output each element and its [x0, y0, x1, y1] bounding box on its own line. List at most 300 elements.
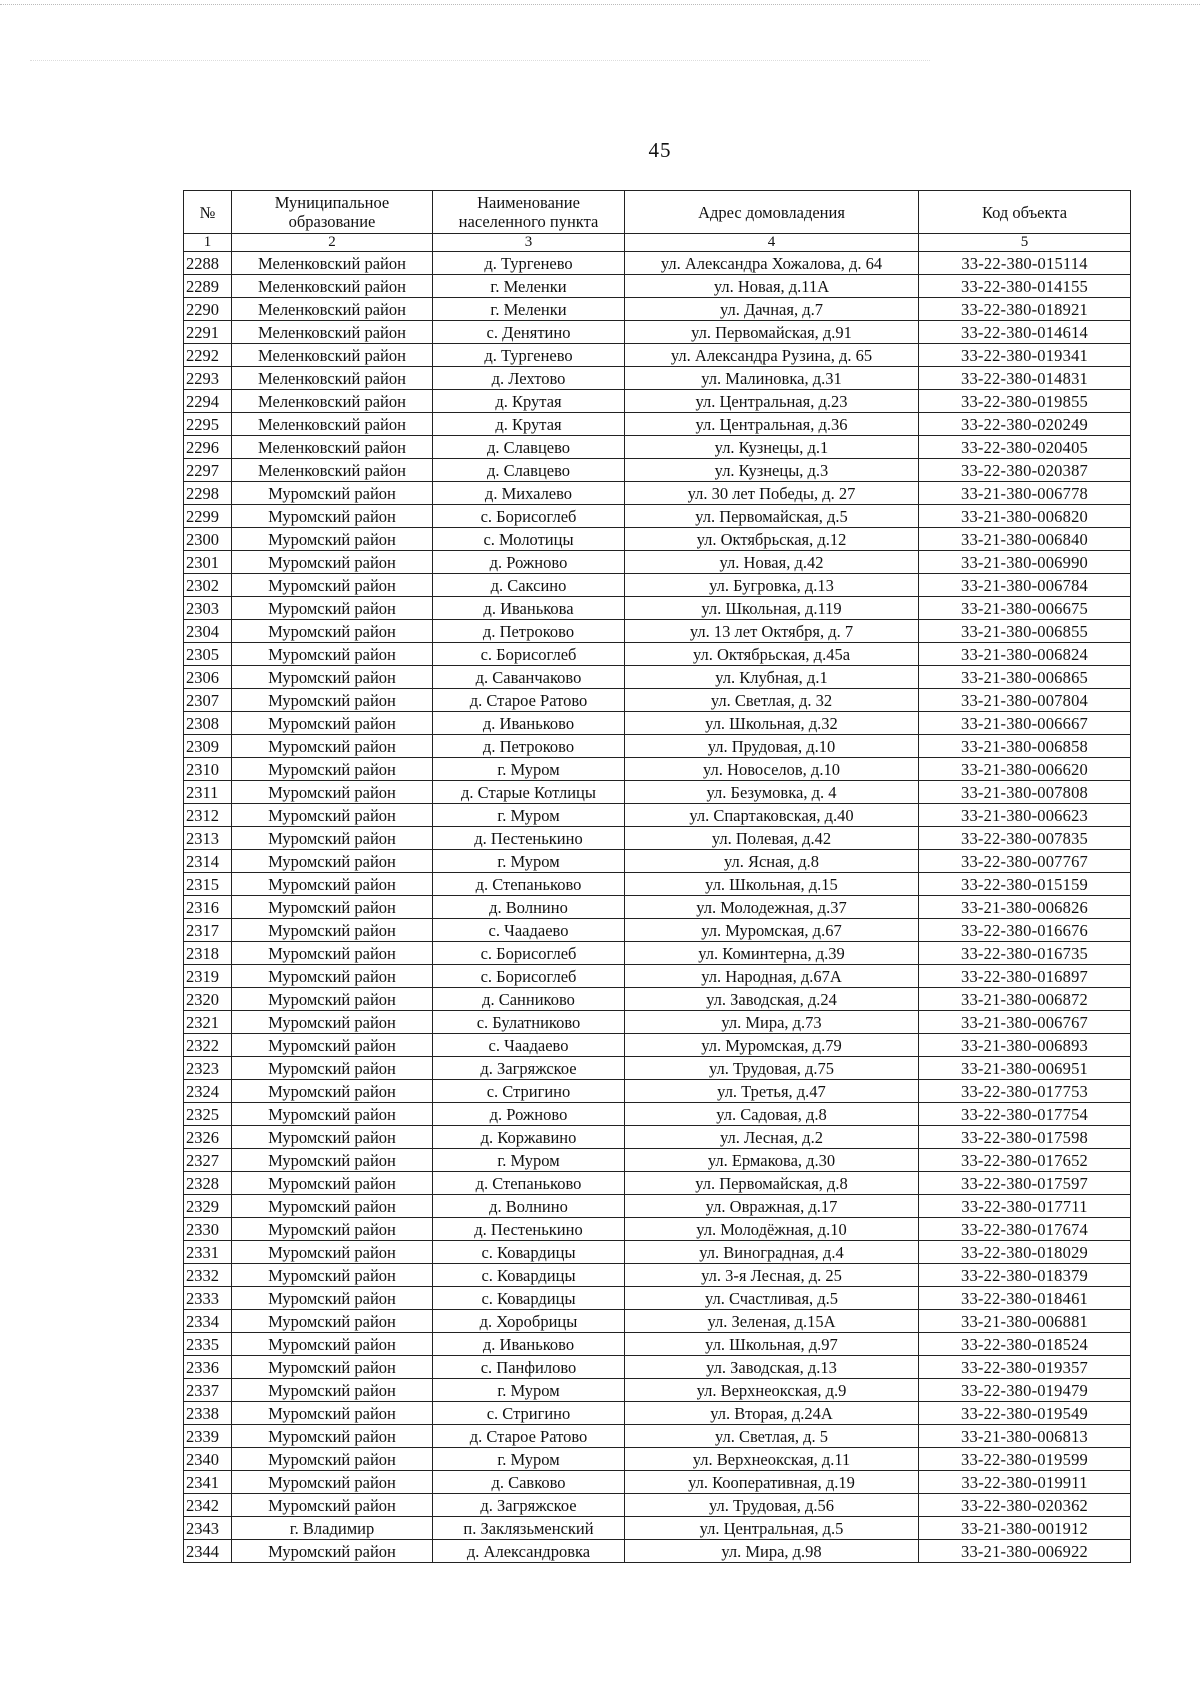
settlement-cell: д. Степаньково [433, 1172, 625, 1195]
object-code-cell: 33-22-380-017598 [919, 1126, 1131, 1149]
row-number-cell: 2317 [184, 919, 232, 942]
municipality-cell: Меленковский район [232, 459, 433, 482]
table-row [184, 850, 1131, 873]
row-number-cell: 2324 [184, 1080, 232, 1103]
address-cell: ул. Трудовая, д.56 [625, 1494, 919, 1517]
settlement-cell: г. Муром [433, 1149, 625, 1172]
table-row [184, 1494, 1131, 1517]
row-number-cell: 2316 [184, 896, 232, 919]
municipality-cell: Муромский район [232, 1264, 433, 1287]
address-cell: ул. 30 лет Победы, д. 27 [625, 482, 919, 505]
address-cell: ул. Зеленая, д.15А [625, 1310, 919, 1333]
municipality-cell: Муромский район [232, 643, 433, 666]
municipality-cell: Муромский район [232, 1471, 433, 1494]
address-cell: ул. Безумовка, д. 4 [625, 781, 919, 804]
table-row [184, 1126, 1131, 1149]
address-cell: ул. Муромская, д.67 [625, 919, 919, 942]
row-number-cell: 2293 [184, 367, 232, 390]
municipality-cell: Меленковский район [232, 413, 433, 436]
address-cell: ул. Светлая, д. 32 [625, 689, 919, 712]
column-number: 5 [919, 234, 1131, 252]
object-code-cell: 33-22-380-020405 [919, 436, 1131, 459]
municipality-cell: Муромский район [232, 781, 433, 804]
row-number-cell: 2290 [184, 298, 232, 321]
table-row [184, 436, 1131, 459]
address-cell: ул. Бугровка, д.13 [625, 574, 919, 597]
municipality-cell: Муромский район [232, 1126, 433, 1149]
municipality-cell: Муромский район [232, 1333, 433, 1356]
table-row [184, 873, 1131, 896]
municipality-cell: Муромский район [232, 1218, 433, 1241]
object-code-cell: 33-21-380-006872 [919, 988, 1131, 1011]
object-code-cell: 33-22-380-020249 [919, 413, 1131, 436]
address-cell: ул. Новоселов, д.10 [625, 758, 919, 781]
object-code-cell: 33-21-380-006675 [919, 597, 1131, 620]
municipality-cell: Муромский район [232, 1080, 433, 1103]
address-cell: ул. Кузнецы, д.3 [625, 459, 919, 482]
settlement-cell: д. Саванчаково [433, 666, 625, 689]
address-cell: ул. Светлая, д. 5 [625, 1425, 919, 1448]
row-number-cell: 2296 [184, 436, 232, 459]
settlement-cell: д. Савково [433, 1471, 625, 1494]
settlement-cell: д. Иваньково [433, 1333, 625, 1356]
row-number-cell: 2297 [184, 459, 232, 482]
municipality-cell: Муромский район [232, 1241, 433, 1264]
table-row [184, 459, 1131, 482]
municipality-cell: Муромский район [232, 1540, 433, 1563]
row-number-cell: 2335 [184, 1333, 232, 1356]
object-code-cell: 33-22-380-018921 [919, 298, 1131, 321]
table-row [184, 482, 1131, 505]
object-code-cell: 33-21-380-006623 [919, 804, 1131, 827]
settlement-cell: д. Коржавино [433, 1126, 625, 1149]
municipality-cell: Меленковский район [232, 252, 433, 275]
object-code-cell: 33-21-380-006667 [919, 712, 1131, 735]
settlement-cell: с. Булатниково [433, 1011, 625, 1034]
settlement-cell: д. Тургенево [433, 344, 625, 367]
address-cell: ул. Заводская, д.24 [625, 988, 919, 1011]
row-number-cell: 2332 [184, 1264, 232, 1287]
table-row [184, 1379, 1131, 1402]
municipality-cell: Муромский район [232, 666, 433, 689]
address-cell: ул. Школьная, д.119 [625, 597, 919, 620]
row-number-cell: 2308 [184, 712, 232, 735]
municipality-cell: Муромский район [232, 1034, 433, 1057]
address-cell: ул. Первомайская, д.8 [625, 1172, 919, 1195]
municipality-cell: Муромский район [232, 1011, 433, 1034]
table-row [184, 942, 1131, 965]
object-code-cell: 33-21-380-006881 [919, 1310, 1131, 1333]
row-number-cell: 2289 [184, 275, 232, 298]
row-number-cell: 2330 [184, 1218, 232, 1241]
object-code-cell: 33-22-380-019549 [919, 1402, 1131, 1425]
municipality-cell: Муромский район [232, 1195, 433, 1218]
table-body [184, 252, 1131, 1563]
settlement-cell: д. Славцево [433, 436, 625, 459]
row-number-cell: 2336 [184, 1356, 232, 1379]
settlement-cell: д. Хоробрицы [433, 1310, 625, 1333]
settlement-cell: д. Загряжское [433, 1057, 625, 1080]
object-code-cell: 33-21-380-006784 [919, 574, 1131, 597]
page-number: 45 [648, 138, 672, 162]
object-code-cell: 33-21-380-006820 [919, 505, 1131, 528]
settlement-cell: д. Саксино [433, 574, 625, 597]
settlement-cell: д. Славцево [433, 459, 625, 482]
address-cell: ул. Молодежная, д.37 [625, 896, 919, 919]
header-address: Адрес домовладения [625, 191, 919, 234]
table-row [184, 988, 1131, 1011]
table-row [184, 390, 1131, 413]
table-row [184, 1034, 1131, 1057]
municipality-cell: Меленковский район [232, 344, 433, 367]
row-number-cell: 2343 [184, 1517, 232, 1540]
address-cell: ул. Счастливая, д.5 [625, 1287, 919, 1310]
scan-border-noise [0, 4, 1200, 15]
address-cell: ул. Прудовая, д.10 [625, 735, 919, 758]
object-code-cell: 33-21-380-006767 [919, 1011, 1131, 1034]
table-row [184, 735, 1131, 758]
table-row [184, 620, 1131, 643]
address-cell: ул. Овражная, д.17 [625, 1195, 919, 1218]
address-cell: ул. Малиновка, д.31 [625, 367, 919, 390]
object-code-cell: 33-21-380-006824 [919, 643, 1131, 666]
table-row [184, 1241, 1131, 1264]
object-code-cell: 33-22-380-014614 [919, 321, 1131, 344]
table-row [184, 275, 1131, 298]
table-row [184, 758, 1131, 781]
row-number-cell: 2295 [184, 413, 232, 436]
settlement-cell: д. Старые Котлицы [433, 781, 625, 804]
settlement-cell: г. Муром [433, 804, 625, 827]
row-number-cell: 2338 [184, 1402, 232, 1425]
row-number-cell: 2341 [184, 1471, 232, 1494]
row-number-cell: 2304 [184, 620, 232, 643]
address-cell: ул. Октябрьская, д.12 [625, 528, 919, 551]
object-code-cell: 33-22-380-017597 [919, 1172, 1131, 1195]
municipality-cell: Муромский район [232, 1425, 433, 1448]
row-number-cell: 2288 [184, 252, 232, 275]
row-number-cell: 2337 [184, 1379, 232, 1402]
settlement-cell: д. Волнино [433, 896, 625, 919]
object-code-cell: 33-22-380-016735 [919, 942, 1131, 965]
settlement-cell: г. Муром [433, 758, 625, 781]
address-cell: ул. Первомайская, д.5 [625, 505, 919, 528]
municipality-cell: г. Владимир [232, 1517, 433, 1540]
municipality-cell: Меленковский район [232, 367, 433, 390]
object-code-cell: 33-22-380-016897 [919, 965, 1131, 988]
settlement-cell: д. Пестенькино [433, 827, 625, 850]
settlement-cell: с. Борисоглеб [433, 942, 625, 965]
table-row [184, 1011, 1131, 1034]
settlement-cell: д. Степаньково [433, 873, 625, 896]
settlement-cell: с. Ковардицы [433, 1287, 625, 1310]
table-row [184, 574, 1131, 597]
object-code-cell: 33-22-380-017711 [919, 1195, 1131, 1218]
object-code-cell: 33-21-380-006813 [919, 1425, 1131, 1448]
settlement-cell: д. Иванькова [433, 597, 625, 620]
row-number-cell: 2307 [184, 689, 232, 712]
table-row [184, 643, 1131, 666]
municipality-cell: Муромский район [232, 965, 433, 988]
row-number-cell: 2326 [184, 1126, 232, 1149]
municipality-cell: Муромский район [232, 873, 433, 896]
settlement-cell: д. Крутая [433, 413, 625, 436]
table-row [184, 1264, 1131, 1287]
settlement-cell: с. Борисоглеб [433, 965, 625, 988]
address-cell: ул. Коминтерна, д.39 [625, 942, 919, 965]
object-code-cell: 33-22-380-017753 [919, 1080, 1131, 1103]
settlement-cell: с. Ковардицы [433, 1264, 625, 1287]
row-number-cell: 2323 [184, 1057, 232, 1080]
settlement-cell: с. Стригино [433, 1402, 625, 1425]
address-cell: ул. Верхнеокская, д.9 [625, 1379, 919, 1402]
municipality-cell: Муромский район [232, 804, 433, 827]
municipality-cell: Муромский район [232, 712, 433, 735]
address-cell: ул. Школьная, д.15 [625, 873, 919, 896]
settlement-cell: д. Старое Ратово [433, 1425, 625, 1448]
object-code-cell: 33-21-380-006855 [919, 620, 1131, 643]
column-number: 1 [184, 234, 232, 252]
object-code-cell: 33-21-380-006826 [919, 896, 1131, 919]
table-row [184, 827, 1131, 850]
row-number-cell: 2309 [184, 735, 232, 758]
object-code-cell: 33-22-380-019911 [919, 1471, 1131, 1494]
column-number: 2 [232, 234, 433, 252]
settlement-cell: г. Муром [433, 1379, 625, 1402]
table-row [184, 344, 1131, 367]
settlement-cell: д. Александровка [433, 1540, 625, 1563]
municipality-cell: Муромский район [232, 1103, 433, 1126]
settlement-cell: с. Борисоглеб [433, 505, 625, 528]
table-row [184, 666, 1131, 689]
table-row [184, 252, 1131, 275]
object-code-cell: 33-22-380-015159 [919, 873, 1131, 896]
row-number-cell: 2325 [184, 1103, 232, 1126]
municipality-cell: Муромский район [232, 1402, 433, 1425]
municipality-cell: Муромский район [232, 735, 433, 758]
table-row [184, 689, 1131, 712]
municipality-cell: Муромский район [232, 827, 433, 850]
table-row [184, 1402, 1131, 1425]
table-row [184, 321, 1131, 344]
settlement-cell: с. Борисоглеб [433, 643, 625, 666]
settlement-cell: с. Молотицы [433, 528, 625, 551]
address-cell: ул. Александра Хожалова, д. 64 [625, 252, 919, 275]
municipality-cell: Меленковский район [232, 298, 433, 321]
object-code-cell: 33-21-380-006893 [919, 1034, 1131, 1057]
table-row [184, 1218, 1131, 1241]
header-settlement: Наименование населенного пункта [433, 191, 625, 234]
object-code-cell: 33-21-380-006922 [919, 1540, 1131, 1563]
object-code-cell: 33-22-380-014831 [919, 367, 1131, 390]
table-row [184, 1149, 1131, 1172]
object-code-cell: 33-22-380-019479 [919, 1379, 1131, 1402]
municipality-cell: Муромский район [232, 1172, 433, 1195]
municipality-cell: Меленковский район [232, 275, 433, 298]
object-code-cell: 33-22-380-017754 [919, 1103, 1131, 1126]
object-code-cell: 33-22-380-015114 [919, 252, 1131, 275]
object-code-cell: 33-22-380-007835 [919, 827, 1131, 850]
row-number-cell: 2315 [184, 873, 232, 896]
settlement-cell: г. Муром [433, 1448, 625, 1471]
table-row [184, 551, 1131, 574]
object-code-cell: 33-21-380-006951 [919, 1057, 1131, 1080]
settlement-cell: с. Стригино [433, 1080, 625, 1103]
object-code-cell: 33-22-380-020362 [919, 1494, 1131, 1517]
address-cell: ул. Мира, д.98 [625, 1540, 919, 1563]
row-number-cell: 2313 [184, 827, 232, 850]
address-cell: ул. Школьная, д.32 [625, 712, 919, 735]
municipality-cell: Муромский район [232, 505, 433, 528]
table-row [184, 1540, 1131, 1563]
municipality-cell: Меленковский район [232, 321, 433, 344]
row-number-cell: 2321 [184, 1011, 232, 1034]
object-code-cell: 33-21-380-006858 [919, 735, 1131, 758]
municipality-cell: Муромский район [232, 689, 433, 712]
table-row [184, 919, 1131, 942]
settlement-cell: с. Чаадаево [433, 1034, 625, 1057]
address-cell: ул. Новая, д.42 [625, 551, 919, 574]
object-code-cell: 33-22-380-017652 [919, 1149, 1131, 1172]
table-row [184, 298, 1131, 321]
table-header-row [184, 191, 1131, 234]
header-number: № [184, 191, 232, 234]
table-row [184, 505, 1131, 528]
row-number-cell: 2311 [184, 781, 232, 804]
settlement-cell: д. Рожново [433, 551, 625, 574]
table-row [184, 1356, 1131, 1379]
row-number-cell: 2320 [184, 988, 232, 1011]
row-number-cell: 2294 [184, 390, 232, 413]
settlement-cell: с. Денятино [433, 321, 625, 344]
municipality-cell: Муромский район [232, 919, 433, 942]
address-cell: ул. Заводская, д.13 [625, 1356, 919, 1379]
settlement-cell: г. Меленки [433, 275, 625, 298]
address-cell: ул. Центральная, д.23 [625, 390, 919, 413]
address-cell: ул. Кузнецы, д.1 [625, 436, 919, 459]
object-code-cell: 33-22-380-018379 [919, 1264, 1131, 1287]
row-number-cell: 2302 [184, 574, 232, 597]
column-number: 3 [433, 234, 625, 252]
address-cell: ул. Спартаковская, д.40 [625, 804, 919, 827]
row-number-cell: 2301 [184, 551, 232, 574]
object-code-cell: 33-22-380-017674 [919, 1218, 1131, 1241]
table-row [184, 712, 1131, 735]
municipality-cell: Муромский район [232, 1310, 433, 1333]
settlement-cell: д. Петроково [433, 735, 625, 758]
table-row [184, 1425, 1131, 1448]
row-number-cell: 2298 [184, 482, 232, 505]
address-cell: ул. Третья, д.47 [625, 1080, 919, 1103]
address-cell: ул. 13 лет Октября, д. 7 [625, 620, 919, 643]
object-code-cell: 33-21-380-007804 [919, 689, 1131, 712]
object-code-cell: 33-22-380-019855 [919, 390, 1131, 413]
table-row [184, 1080, 1131, 1103]
settlement-cell: д. Тургенево [433, 252, 625, 275]
row-number-cell: 2305 [184, 643, 232, 666]
object-code-cell: 33-22-380-007767 [919, 850, 1131, 873]
settlement-cell: д. Старое Ратово [433, 689, 625, 712]
settlement-cell: г. Муром [433, 850, 625, 873]
header-municipality: Муниципальное образование [232, 191, 433, 234]
municipality-cell: Муромский район [232, 1057, 433, 1080]
settlement-cell: с. Ковардицы [433, 1241, 625, 1264]
table-row [184, 1333, 1131, 1356]
municipality-cell: Муромский район [232, 988, 433, 1011]
municipality-cell: Муромский район [232, 1287, 433, 1310]
settlement-cell: д. Пестенькино [433, 1218, 625, 1241]
address-cell: ул. Полевая, д.42 [625, 827, 919, 850]
address-cell: ул. Вторая, д.24А [625, 1402, 919, 1425]
table-row [184, 804, 1131, 827]
row-number-cell: 2299 [184, 505, 232, 528]
municipality-cell: Муромский район [232, 574, 433, 597]
table-row [184, 1471, 1131, 1494]
address-cell: ул. Ермакова, д.30 [625, 1149, 919, 1172]
row-number-cell: 2334 [184, 1310, 232, 1333]
municipality-cell: Муромский район [232, 551, 433, 574]
settlement-cell: д. Рожново [433, 1103, 625, 1126]
row-number-cell: 2312 [184, 804, 232, 827]
address-cell: ул. Мира, д.73 [625, 1011, 919, 1034]
municipality-cell: Муромский район [232, 1149, 433, 1172]
table-row [184, 1172, 1131, 1195]
address-cell: ул. Октябрьская, д.45а [625, 643, 919, 666]
settlement-cell: д. Волнино [433, 1195, 625, 1218]
table-row [184, 896, 1131, 919]
municipality-cell: Муромский район [232, 620, 433, 643]
row-number-cell: 2303 [184, 597, 232, 620]
address-cell: ул. Кооперативная, д.19 [625, 1471, 919, 1494]
object-code-cell: 33-22-380-019599 [919, 1448, 1131, 1471]
row-number-cell: 2292 [184, 344, 232, 367]
row-number-cell: 2291 [184, 321, 232, 344]
table-row [184, 1195, 1131, 1218]
address-cell: ул. Первомайская, д.91 [625, 321, 919, 344]
row-number-cell: 2327 [184, 1149, 232, 1172]
object-code-cell: 33-21-380-006778 [919, 482, 1131, 505]
row-number-cell: 2318 [184, 942, 232, 965]
row-number-cell: 2329 [184, 1195, 232, 1218]
table-row [184, 1448, 1131, 1471]
address-cell: ул. Ясная, д.8 [625, 850, 919, 873]
settlement-cell: д. Лехтово [433, 367, 625, 390]
municipality-cell: Муромский район [232, 850, 433, 873]
object-code-cell: 33-21-380-001912 [919, 1517, 1131, 1540]
table-row [184, 528, 1131, 551]
municipality-cell: Муромский район [232, 942, 433, 965]
row-number-cell: 2339 [184, 1425, 232, 1448]
object-code-cell: 33-21-380-007808 [919, 781, 1131, 804]
address-cell: ул. Виноградная, д.4 [625, 1241, 919, 1264]
municipality-cell: Муромский район [232, 528, 433, 551]
settlement-cell: с. Панфилово [433, 1356, 625, 1379]
table-row [184, 1310, 1131, 1333]
row-number-cell: 2310 [184, 758, 232, 781]
municipality-cell: Муромский район [232, 597, 433, 620]
object-code-cell: 33-22-380-018524 [919, 1333, 1131, 1356]
address-cell: ул. 3-я Лесная, д. 25 [625, 1264, 919, 1287]
settlement-cell: г. Меленки [433, 298, 625, 321]
municipality-cell: Муромский район [232, 1379, 433, 1402]
address-cell: ул. Муромская, д.79 [625, 1034, 919, 1057]
municipality-cell: Муромский район [232, 1356, 433, 1379]
address-cell: ул. Лесная, д.2 [625, 1126, 919, 1149]
object-code-cell: 33-22-380-014155 [919, 275, 1131, 298]
municipality-cell: Муромский район [232, 758, 433, 781]
row-number-cell: 2331 [184, 1241, 232, 1264]
address-cell: ул. Александра Рузина, д. 65 [625, 344, 919, 367]
